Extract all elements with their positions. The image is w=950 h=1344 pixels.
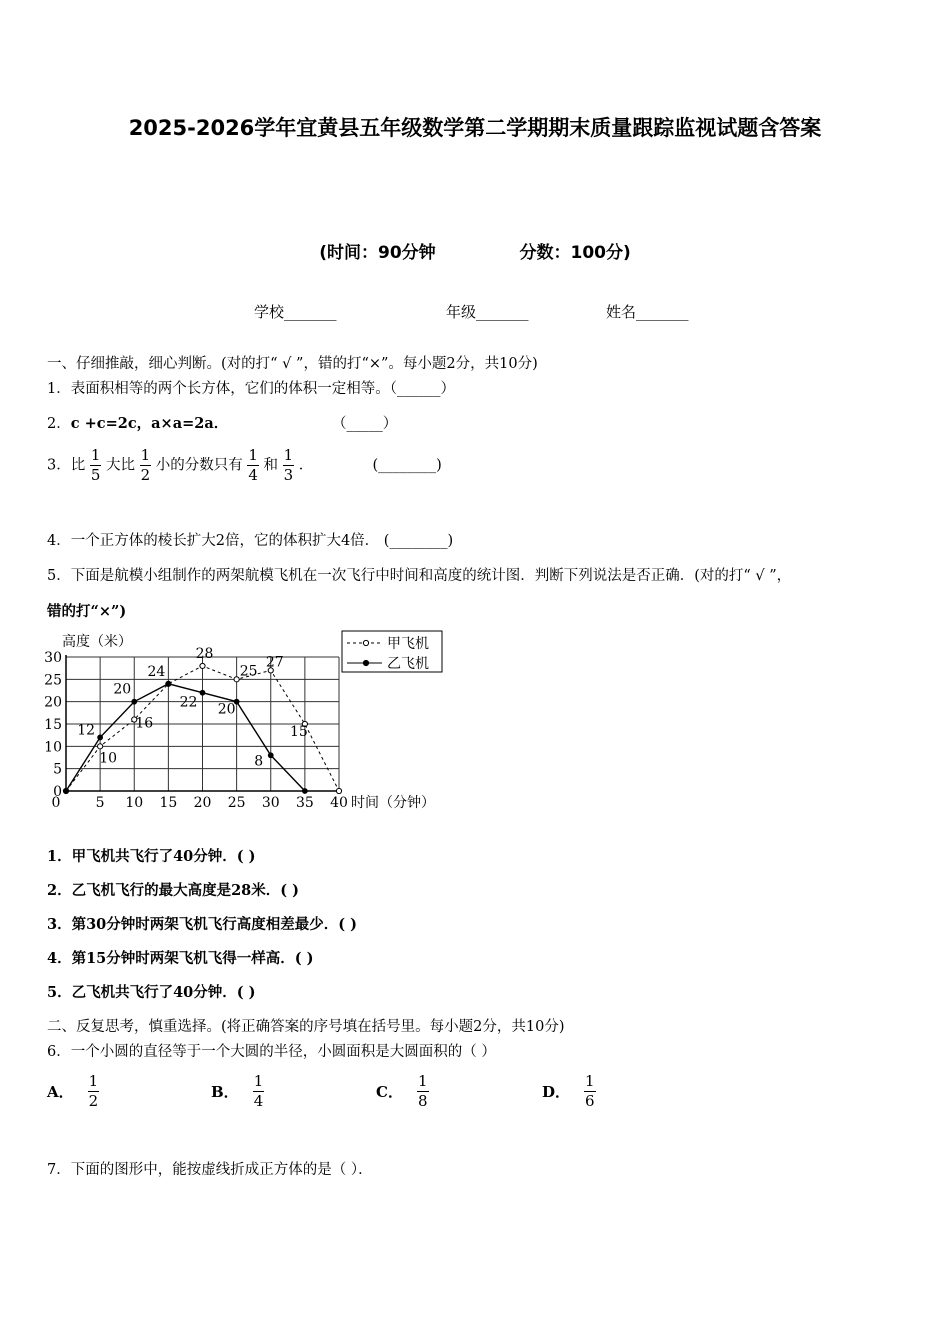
fraction-1-4: $\frac{1}{4}$	[248, 446, 258, 484]
data-label-甲飞机: 25	[239, 663, 258, 680]
section1-heading: 一、仔细推敲，细心判断。(对的打“ √ ”，错的打“×”。每小题2分，共10分)	[47, 356, 538, 372]
data-label-乙飞机: 22	[179, 694, 198, 711]
data-point-甲飞机	[200, 663, 205, 668]
data-label-乙飞机: 20	[217, 701, 236, 718]
data-label-乙飞机: 8	[254, 753, 264, 770]
option-b[interactable]: B． $\frac{1}{4}$	[211, 1072, 264, 1110]
fraction-1-3: $\frac{1}{3}$	[283, 446, 294, 484]
legend-label-乙飞机: 乙飞机	[387, 656, 429, 672]
exam-meta	[0, 238, 950, 263]
question-3-text-4: ．	[298, 457, 314, 474]
section2-heading: 二、反复思考，慎重选择。(将正确答案的序号填在括号里。每小题2分，共10分)	[47, 1019, 565, 1035]
question-3	[47, 448, 442, 483]
question-3-text-2: 小的分数只有	[155, 457, 243, 474]
question-7: 7．下面的图形中，能按虚线折成正方体的是（ ）．	[47, 1162, 373, 1178]
data-label-乙飞机: 20	[113, 681, 132, 698]
fraction-1-5: $\frac{1}{5}$	[90, 446, 101, 484]
y-tick-label: 25	[44, 672, 62, 689]
x-tick-label: 0	[51, 795, 61, 811]
data-label-甲飞机: 10	[99, 750, 118, 767]
data-label-甲飞机: 28	[195, 645, 214, 662]
option-a[interactable]: A． $\frac{1}{2}$	[47, 1072, 99, 1110]
data-point-乙飞机	[98, 735, 103, 740]
y-tick-label: 30	[44, 650, 62, 666]
legend-marker-乙飞机	[363, 660, 368, 665]
option-c[interactable]: C． $\frac{1}{8}$	[376, 1072, 428, 1110]
y-axis-label: 高度（米）	[62, 634, 132, 650]
question-5-line-2: 错的打“×”)	[47, 603, 127, 620]
x-tick-label: 20	[193, 795, 212, 811]
data-point-甲飞机	[98, 744, 103, 749]
page-title: 2025-2026学年宜黄县五年级数学第二学期期末质量跟踪监视试题含答案	[128, 116, 822, 140]
question-3-text-1: 大比	[106, 457, 135, 474]
question-3-text-3: 和	[263, 457, 279, 474]
flight-height-chart	[40, 628, 460, 816]
sub-question-4: 4．第15分钟时两架飞机飞得一样高．( )	[47, 950, 314, 967]
data-label-乙飞机: 24	[147, 663, 166, 680]
question-4: 4．一个正方体的棱长扩大2倍，它的体积扩大4倍． (________)	[47, 533, 454, 549]
question-6: 6．一个小圆的直径等于一个大圆的半径，小圆面积是大圆面积的（ ）	[47, 1044, 496, 1060]
data-point-甲飞机	[234, 677, 239, 682]
chart-legend	[342, 631, 442, 672]
y-tick-label: 0	[53, 784, 62, 800]
sub-question-3: 3．第30分钟时两架飞机飞行高度相差最少．( )	[47, 916, 358, 933]
x-tick-label: 5	[95, 795, 105, 811]
name-field[interactable]: 姓名_______	[606, 303, 689, 321]
x-axis-label: 时间（分钟）	[351, 795, 435, 811]
x-tick-label: 40	[330, 795, 348, 811]
fraction-1-2: $\frac{1}{2}$	[140, 446, 151, 484]
school-field[interactable]: 学校_______	[254, 303, 337, 321]
x-tick-label: 35	[295, 795, 314, 811]
data-point-乙飞机	[132, 699, 137, 704]
y-tick-label: 5	[53, 761, 62, 778]
y-tick-label: 20	[44, 694, 62, 711]
legend-marker-甲飞机	[363, 640, 368, 645]
data-label-甲飞机: 27	[265, 654, 284, 671]
data-label-甲飞机: 16	[135, 715, 154, 732]
sub-question-5: 5．乙飞机共飞行了40分钟．( )	[47, 984, 256, 1001]
exam-score: 分数：100分)	[519, 243, 631, 263]
option-d[interactable]: D． $\frac{1}{6}$	[542, 1072, 595, 1110]
question-3-blank: (________)	[372, 457, 442, 474]
legend-label-甲飞机: 甲飞机	[387, 636, 429, 652]
question-5-line-1: 5．下面是航模小组制作的两架航模飞机在一次飞行中时间和高度的统计图．判断下列说法是否正确．(对的打“ √ ”，	[47, 568, 792, 584]
data-label-乙飞机: 12	[77, 722, 96, 739]
question-2	[47, 412, 228, 433]
y-tick-label: 10	[44, 739, 62, 756]
grade-field[interactable]: 年级_______	[446, 303, 529, 321]
question-1: 1．表面积相等的两个长方体，它们的体积一定相等。（______）	[47, 381, 455, 397]
x-tick-label: 15	[159, 795, 178, 811]
question-2-text: c +c=2c，a×a=2a．	[70, 415, 229, 432]
data-point-乙飞机	[64, 789, 69, 794]
x-tick-label: 30	[261, 795, 280, 811]
question-2-blank: （_____）	[332, 416, 398, 432]
sub-question-2: 2．乙飞机飞行的最大高度是28米．( )	[47, 882, 300, 899]
data-point-甲飞机	[336, 788, 341, 793]
data-point-乙飞机	[268, 753, 273, 758]
question-2-number: 2．	[47, 416, 71, 432]
exam-time: (时间：90分钟	[319, 243, 436, 263]
x-tick-label: 25	[227, 795, 246, 811]
y-tick-label: 15	[44, 717, 62, 733]
data-label-甲飞机: 15	[289, 724, 308, 740]
data-point-乙飞机	[166, 681, 171, 686]
question-3-lead: 3．比	[47, 457, 86, 474]
sub-question-1: 1．甲飞机共飞行了40分钟．( )	[47, 848, 256, 865]
data-point-乙飞机	[200, 690, 205, 695]
data-point-乙飞机	[302, 789, 307, 794]
x-tick-label: 10	[125, 795, 144, 811]
